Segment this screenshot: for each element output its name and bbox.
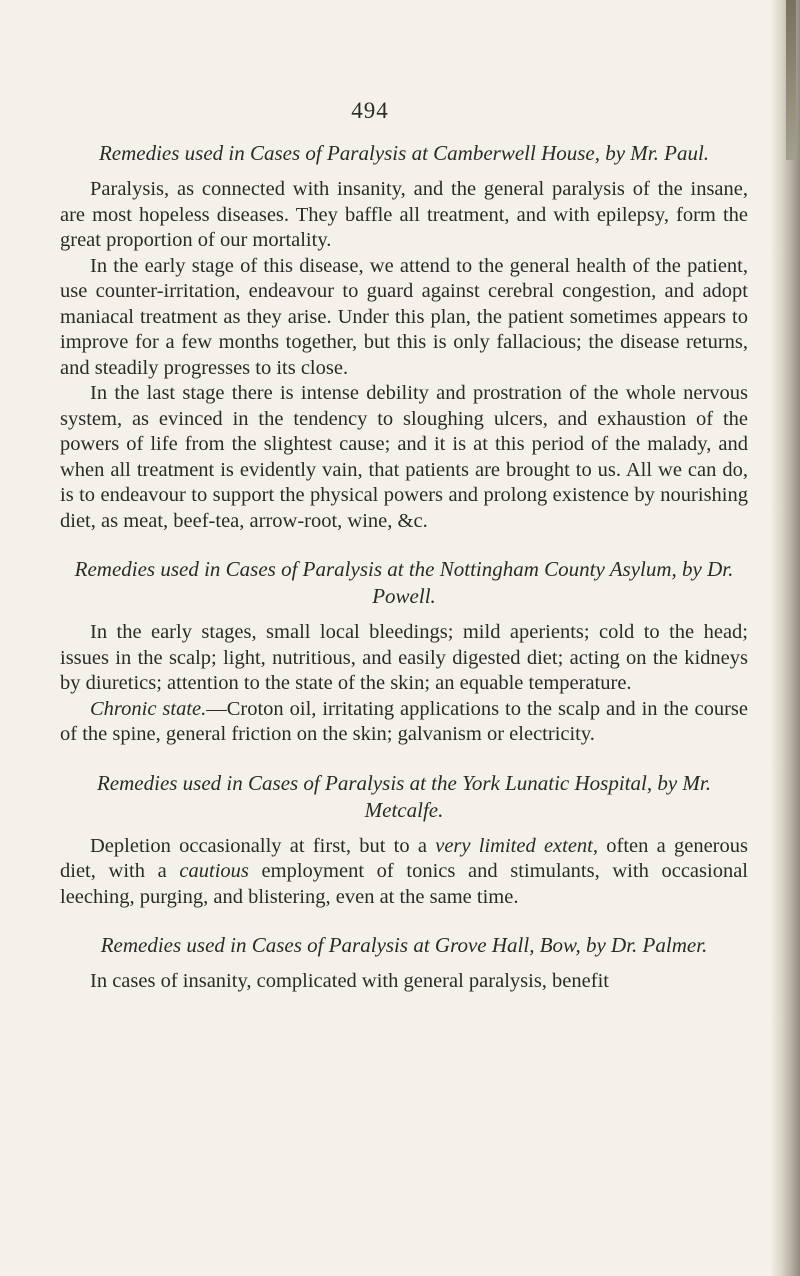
section-camberwell <box>60 140 748 534</box>
section-heading: Remedies used in Cases of Paralysis at the Nottingham County Asylum, by Dr. Powell. <box>74 557 734 608</box>
page-edge-shadow <box>770 0 800 1276</box>
paragraph <box>60 834 748 911</box>
text-run: employment of tonics and stimulants, with occasional leeching, purging, and blistering, even at the same time. <box>60 860 748 908</box>
binding-strip <box>786 0 796 160</box>
text-run: often a generous diet, with a <box>60 834 748 882</box>
paragraph: In the last stage there is intense debility and prostration of the whole nervous system, as evinced in the tendency to sloughing ulcers, and exhaustion of the powers of life from the slightest cause; and it is at this period of the malady, and when all treatment is evidently vain, that patients are brought to us. All we can do, is to endeavour to support the physical powers and prolong existence by nourishing diet, as meat, beef-tea, arrow-root, wine, &c. <box>60 382 748 532</box>
section-grove-hall <box>60 932 748 995</box>
paragraph: Paralysis, as connected with insanity, and the general paralysis of the insane, are most hopeless diseases. They baffle all treatment, and with epilepsy, form the great proportion of our mortality. <box>60 178 748 251</box>
section-heading: Remedies used in Cases of Paralysis at Camberwell House, by Mr. Paul. <box>98 141 710 165</box>
paragraph: In the early stages, small local bleedings; mild aperients; cold to the head; issues in the scalp; light, nutritious, and easily digested diet; acting on the kidneys by diuretics; attention to the state of the skin; an equable temperature. <box>60 621 748 694</box>
emphasis: very limited extent, <box>435 834 599 857</box>
paragraph-chronic <box>60 697 748 748</box>
section-york <box>60 770 748 911</box>
chronic-text: —Croton oil, irritating applications to the scalp and in the course of the spine, general friction on the skin; galvanism or electricity. <box>60 697 748 745</box>
emphasis: cautious <box>179 860 249 882</box>
chronic-label: Chronic state. <box>90 697 207 720</box>
section-heading: Remedies used in Cases of Paralysis at Grove Hall, Bow, by Dr. Palmer. <box>100 933 708 957</box>
page-content <box>60 140 748 995</box>
paragraph: In cases of insanity, complicated with general paralysis, benefit <box>90 970 609 992</box>
page-number: 494 <box>351 98 389 123</box>
paragraph: In the early stage of this disease, we attend to the general health of the patient, use counter-irritation, endeavour to guard against cerebral congestion, and adopt maniacal treatment as they arise. Under this plan, the patient sometimes appears to improve for a few months together, but this is only fallacious; the disease returns, and steadily progresses to its close. <box>60 254 748 379</box>
text-run: Depletion occasionally at first, but to a <box>90 834 436 857</box>
section-nottingham <box>60 556 748 748</box>
section-heading: Remedies used in Cases of Paralysis at the York Lunatic Hospital, by Mr. Metcalfe. <box>96 770 712 822</box>
